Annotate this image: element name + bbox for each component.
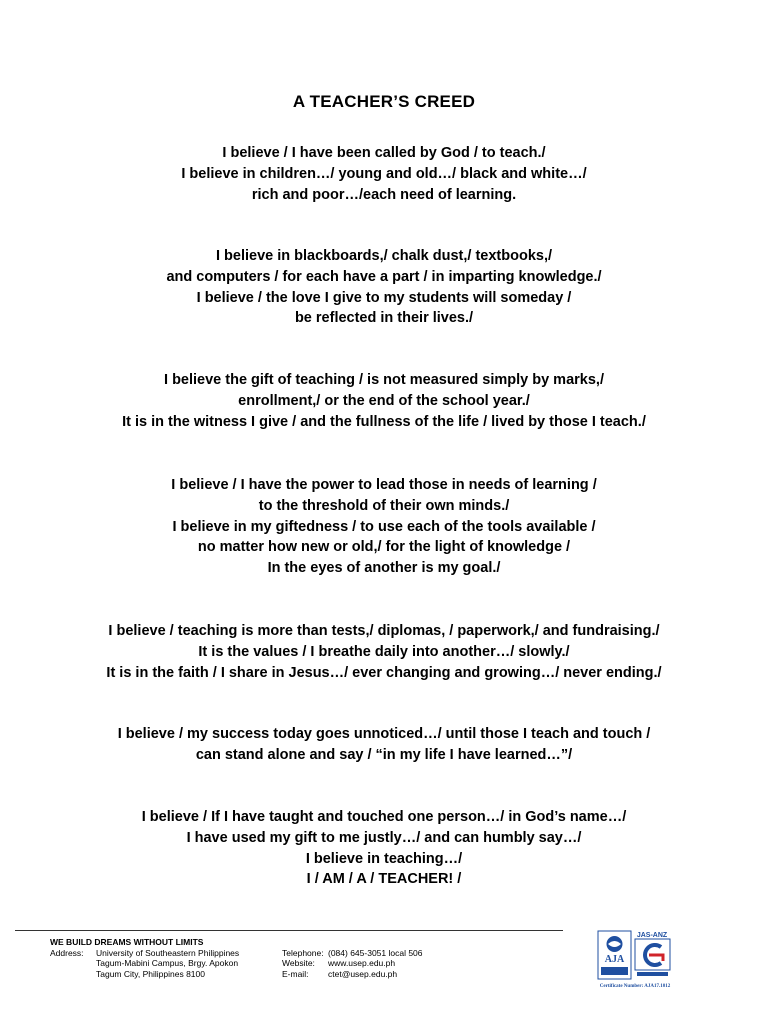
creed-line: In the eyes of another is my goal./ bbox=[267, 560, 501, 577]
telephone-value: (084) 645-3051 local 506 bbox=[328, 947, 423, 958]
creed-line: can stand alone and say / “in my life I have learned…”/ bbox=[195, 746, 573, 763]
aja-logo bbox=[598, 931, 631, 979]
stanza-2 bbox=[0, 246, 768, 329]
document-title: A TEACHER’S CREED bbox=[292, 92, 476, 111]
footer bbox=[50, 937, 590, 979]
creed-line: It is in the faith / I share in Jesus…/ ever changing and growing…/ never ending./ bbox=[106, 664, 662, 681]
creed-line: I believe in blackboards,/ chalk dust,/ textbooks,/ bbox=[215, 248, 553, 264]
telephone-label: Telephone: bbox=[282, 947, 324, 958]
creed-line: It is the values / I breathe daily into another…/ slowly./ bbox=[198, 643, 570, 660]
stanza-6 bbox=[0, 724, 768, 766]
website-label: Website: bbox=[282, 958, 315, 969]
creed-line: I have used my gift to me justly…/ and can humbly say…/ bbox=[186, 829, 582, 846]
creed-line: It is in the witness I give / and the fullness of the life / lived by those I teach./ bbox=[122, 413, 646, 430]
certificate-number: Certificate Number: AJA17.1012 bbox=[599, 984, 671, 989]
aja-text: AJA bbox=[604, 954, 625, 965]
creed-line: I believe / the love I give to my students will someday / bbox=[196, 289, 572, 306]
creed-line: and computers / for each have a part / in imparting knowledge./ bbox=[166, 268, 602, 285]
address-label: Address: bbox=[50, 947, 84, 958]
creed-line: I believe / If I have taught and touched one person…/ in God’s name…/ bbox=[141, 809, 627, 825]
stanza-7 bbox=[0, 807, 768, 890]
jas-anz-text: JAS-ANZ bbox=[636, 932, 668, 939]
address-line-1: University of Southeastern Philippines bbox=[96, 947, 240, 958]
email-link[interactable]: ctet@usep.edu.ph bbox=[328, 968, 398, 979]
creed-line: enrollment,/ or the end of the school year./ bbox=[238, 392, 530, 409]
creed-line: be reflected in their lives./ bbox=[294, 310, 474, 327]
creed-line: rich and poor…/each need of learning. bbox=[251, 186, 517, 203]
address-line-2: Tagum-Mabini Campus, Brgy. Apokon bbox=[96, 958, 239, 969]
jas-anz-logo bbox=[635, 932, 670, 976]
stanza-1 bbox=[0, 143, 768, 205]
stanza-4 bbox=[0, 475, 768, 579]
creed-line: I believe / I have the power to lead those in needs of learning / bbox=[171, 477, 597, 493]
creed-line: I believe / my success today goes unnoticed…/ until those I teach and touch / bbox=[117, 726, 651, 742]
address-line-3: Tagum City, Philippines 8100 bbox=[96, 968, 205, 979]
creed-line: I believe the gift of teaching / is not measured simply by marks,/ bbox=[164, 372, 604, 388]
footer-motto: WE BUILD DREAMS WITHOUT LIMITS bbox=[50, 937, 204, 947]
creed-line: I believe / teaching is more than tests,/ diplomas, / paperwork,/ and fundraising./ bbox=[108, 623, 660, 639]
creed-line: I / AM / A / TEACHER! / bbox=[306, 871, 462, 888]
stanza-5 bbox=[0, 621, 768, 683]
stanza-3 bbox=[0, 370, 768, 432]
creed-line: I believe / I have been called by God / to teach./ bbox=[222, 145, 546, 161]
creed-line: no matter how new or old,/ for the light of knowledge / bbox=[197, 539, 571, 556]
certification-logos bbox=[597, 928, 673, 990]
creed-line: I believe in teaching…/ bbox=[305, 850, 463, 867]
email-label: E-mail: bbox=[282, 968, 309, 979]
creed-line: I believe in my giftedness / to use each of the tools available / bbox=[172, 518, 596, 535]
footer-divider bbox=[15, 930, 563, 931]
website-link[interactable]: www.usep.edu.ph bbox=[328, 958, 396, 969]
creed-line: I believe in children…/ young and old…/ black and white…/ bbox=[181, 165, 587, 182]
creed-line: to the threshold of their own minds./ bbox=[258, 497, 510, 514]
